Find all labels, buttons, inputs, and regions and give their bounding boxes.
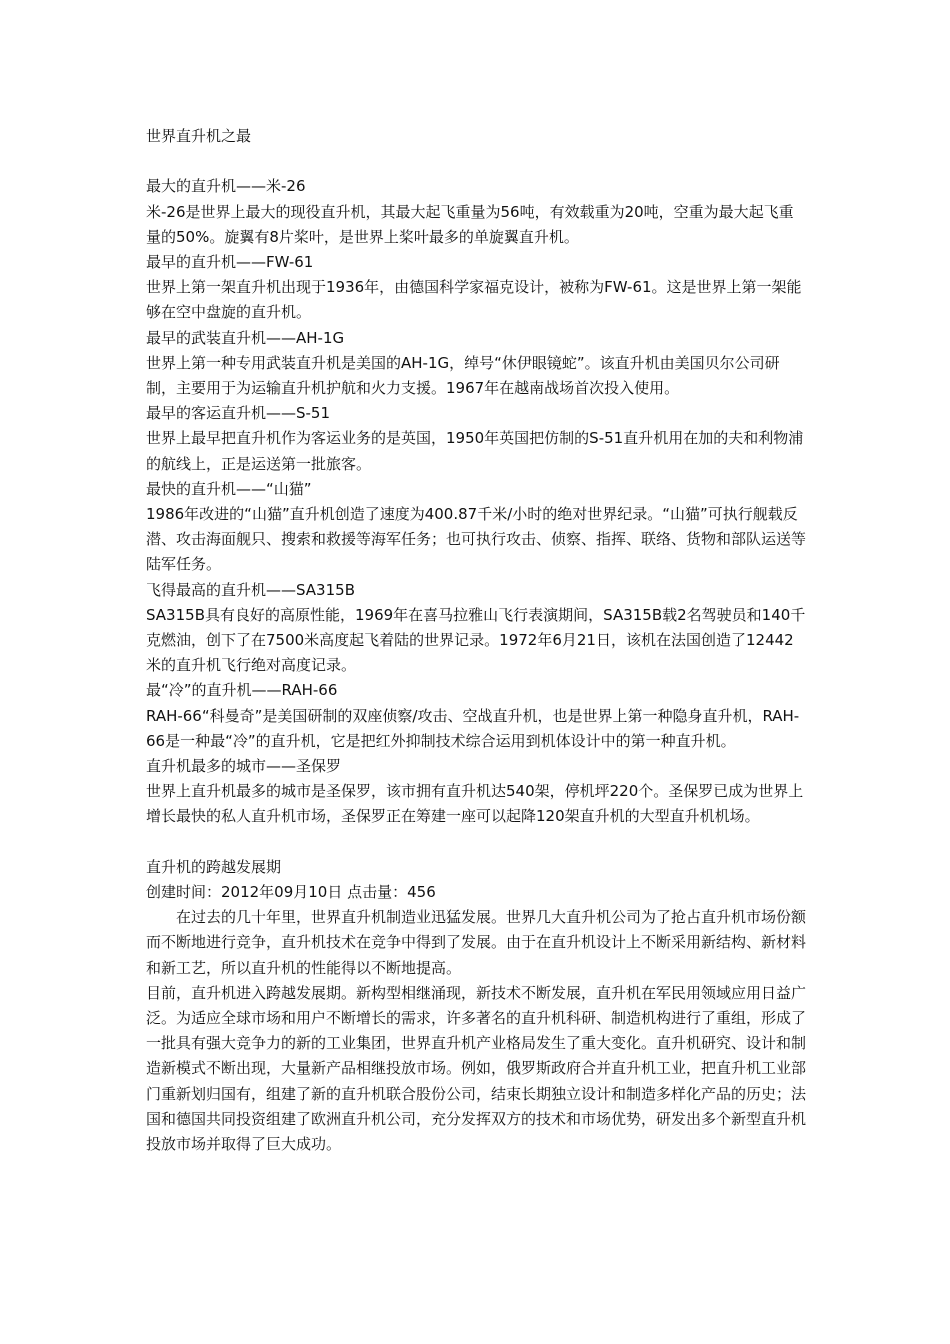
section-body-sa315b: SA315B具有良好的高原性能，1969年在喜马拉雅山飞行表演期间，SA315B载2名驾驶员和140千克燃油，创下了在7500米高度起飞着陆的世界记录。1972年6月21日，该机在法国创造了12442米的直升机飞行绝对高度记录。 bbox=[146, 605, 806, 675]
article-paragraph-2: 目前，直升机进入跨越发展期。新构型相继涌现，新技术不断发展，直升机在军民用领域应用日益广泛。为适应全球市场和用户不断增长的需求，许多著名的直升机科研、制造机构进行了重组，形成了一批具有强大竞争力的新的工业集团，世界直升机产业格局发生了重大变化。直升机研究、设计和制造新模式不断出现，大量新产品相继投放市场。例如，俄罗斯政府合并直升机工业，把直升机工业部门重新划归国有，组建了新的直升机联合股份公司，结束长期独立设计和制造多样化产品的历史；法国和德国共同投资组建了欧洲直升机公司，充分发挥双方的技术和市场优势，研发出多个新型直升机投放市场并取得了巨大成功。 bbox=[146, 983, 807, 1154]
blank-line bbox=[146, 830, 808, 855]
article-meta: 创建时间：2012年09月10日 点击量：456 bbox=[146, 883, 436, 902]
section-body-rah66: RAH-66“科曼奇”是美国研制的双座侦察/攻击、空战直升机，也是世界上第一种隐身直升机，RAH-66是一种最“冷”的直升机，它是把红外抑制技术综合运用到机体设计中的第一种直升机。 bbox=[146, 706, 800, 750]
article-title: 直升机的跨越发展期 bbox=[146, 857, 282, 876]
document-title: 世界直升机之最 bbox=[146, 127, 252, 145]
section-heading-fw61: 最早的直升机——FW-61 bbox=[146, 253, 314, 271]
section-heading-rah66: 最“冷”的直升机——RAH-66 bbox=[146, 681, 338, 700]
section-heading-lynx: 最快的直升机——“山猫” bbox=[146, 479, 312, 498]
section-heading-sao-paulo: 直升机最多的城市——圣保罗 bbox=[146, 757, 342, 776]
section-heading-mi26: 最大的直升机——米-26 bbox=[146, 177, 306, 196]
section-heading-s51: 最早的客运直升机——S-51 bbox=[146, 404, 331, 423]
section-body-sao-paulo: 世界上直升机最多的城市是圣保罗，该市拥有直升机达540架，停机坪220个。圣保罗已成为世界上增长最快的私人直升机市场，圣保罗正在筹建一座可以起降120架直升机的大型直升机机场。 bbox=[146, 782, 804, 826]
document-page bbox=[146, 124, 808, 1157]
blank-line bbox=[146, 149, 808, 174]
section-body-fw61: 世界上第一架直升机出现于1936年，由德国科学家福克设计，被称为FW-61。这是世界上第一架能够在空中盘旋的直升机。 bbox=[146, 278, 802, 322]
section-body-ah1g: 世界上第一种专用武装直升机是美国的AH-1G，绰号“休伊眼镜蛇”。该直升机由美国贝尔公司研制，主要用于为运输直升机护航和火力支援。1967年在越南战场首次投入使用。 bbox=[146, 353, 780, 398]
section-heading-sa315b: 飞得最高的直升机——SA315B bbox=[146, 580, 355, 599]
section-body-s51: 世界上最早把直升机作为客运业务的是英国，1950年英国把仿制的S-51直升机用在加的夫和利物浦的航线上，正是运送第一批旅客。 bbox=[146, 429, 804, 473]
section-heading-ah1g: 最早的武装直升机——AH-1G bbox=[146, 328, 345, 347]
article-paragraph-1: 在过去的几十年里，世界直升机制造业迅猛发展。世界几大直升机公司为了抢占直升机市场份额而不断地进行竞争，直升机技术在竞争中得到了发展。由于在直升机设计上不断采用新结构、新材料和新工艺，所以直升机的性能得以不断地提高。 bbox=[146, 908, 807, 977]
section-body-lynx: 1986年改进的“山猫”直升机创造了速度为400.87千米/小时的绝对世界纪录。“山猫”可执行舰载反潜、攻击海面舰只、搜索和救援等海军任务；也可执行攻击、侦察、指挥、联络、货物和部队运送等陆军任务。 bbox=[146, 505, 807, 574]
section-body-mi26: 米-26是世界上最大的现役直升机，其最大起飞重量为56吨，有效载重为20吨，空重为最大起飞重量的50%。旋翼有8片桨叶，是世界上桨叶最多的单旋翼直升机。 bbox=[146, 202, 794, 246]
